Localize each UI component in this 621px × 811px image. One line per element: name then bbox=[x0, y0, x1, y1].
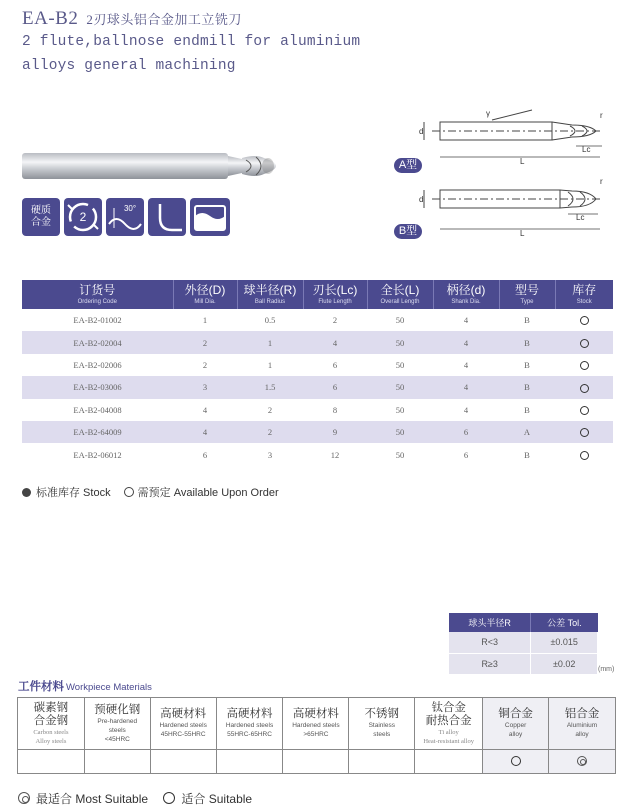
cell-stock bbox=[555, 399, 613, 421]
cell-mill-dia: 6 bbox=[202, 449, 208, 460]
cell-flute-length: 9 bbox=[303, 421, 367, 443]
product-code: EA-B2 bbox=[22, 8, 79, 29]
tol-range: R≥3 bbox=[449, 653, 531, 674]
svg-text:d: d bbox=[419, 195, 424, 204]
cell-code: EA-B2-06012 bbox=[73, 449, 122, 460]
table-row bbox=[22, 421, 613, 443]
cell-ball-radius: 2 bbox=[237, 421, 303, 443]
product-title bbox=[22, 8, 242, 30]
type-b-length-dim bbox=[392, 224, 607, 238]
svg-text:γ: γ bbox=[486, 109, 490, 118]
cell-code: EA-B2-02006 bbox=[73, 359, 122, 370]
suit-pre-hardened bbox=[84, 750, 150, 774]
cell-overall-length: 50 bbox=[367, 331, 433, 353]
cell-mill-dia: 2 bbox=[202, 359, 208, 370]
suitability-legend bbox=[18, 790, 252, 807]
cell-flute-length: 6 bbox=[303, 376, 367, 398]
suitable-label: 适合 Suitable bbox=[181, 792, 253, 806]
workpiece-title: 工件材料 Workpiece Materials bbox=[18, 681, 152, 693]
product-title-en-1: 2 flute,ballnose endmill for aluminium bbox=[22, 34, 361, 50]
table-row bbox=[22, 331, 613, 353]
order-circle-icon bbox=[580, 361, 589, 370]
cell-type: B bbox=[524, 449, 530, 460]
type-a-length-dim bbox=[392, 152, 607, 166]
endmill-photo bbox=[20, 148, 278, 184]
suit-hardened-65 bbox=[283, 750, 349, 774]
spec-table bbox=[22, 280, 613, 466]
type-b-label: B型 bbox=[394, 224, 422, 239]
cell-ball-radius: 1 bbox=[267, 359, 273, 370]
order-circle-icon bbox=[580, 384, 589, 393]
most-suitable-double-circle-icon bbox=[18, 792, 30, 804]
product-title-cn: 2刃球头铝合金加工立铣刀 bbox=[86, 12, 242, 27]
material-titanium: 钛合金 耐热合金 Ti alloy Heat-resistant alloy bbox=[415, 698, 483, 750]
cell-ball-radius: 1 bbox=[237, 331, 303, 353]
material-hardened-45-55: 高硬材料 Hardened steels 45HRC-55HRC bbox=[150, 698, 216, 750]
helix-angle-badge bbox=[106, 198, 144, 236]
order-legend-label: 需预定 Available Upon Order bbox=[137, 487, 279, 499]
suit-carbon-steel bbox=[18, 750, 85, 774]
cell-shank-dia: 4 bbox=[463, 315, 469, 326]
cell-ball-radius: 0.5 bbox=[264, 315, 276, 326]
table-row bbox=[22, 309, 613, 331]
header-type: 型号 Type bbox=[499, 280, 555, 309]
tol-header-radius: 球头半径R bbox=[449, 613, 531, 632]
cell-mill-dia: 3 bbox=[173, 376, 237, 398]
table-row bbox=[22, 443, 613, 465]
cell-type: B bbox=[524, 404, 530, 415]
cell-type: B bbox=[524, 315, 530, 326]
header-mill-dia: 外径(D) Mill Dia. bbox=[173, 280, 237, 309]
cell-stock bbox=[555, 354, 613, 376]
order-open-circle-icon bbox=[124, 487, 134, 497]
cell-mill-dia: 2 bbox=[173, 331, 237, 353]
helix-angle-icon bbox=[106, 198, 144, 236]
suitable-circle-icon bbox=[511, 756, 521, 766]
suit-copper bbox=[483, 750, 549, 774]
cell-type: A bbox=[499, 421, 555, 443]
type-a-label: A型 bbox=[394, 158, 422, 173]
suit-hardened-55-65 bbox=[216, 750, 283, 774]
cell-overall-length: 50 bbox=[395, 359, 405, 370]
material-carbon-steel: 碳素钢 合金钢 Carbon steels Alloy steels bbox=[18, 698, 85, 750]
cell-code: EA-B2-64009 bbox=[22, 421, 173, 443]
product-title-en-2: alloys general machining bbox=[22, 58, 236, 74]
material-aluminium: 铝合金 Aluminium alloy bbox=[549, 698, 616, 750]
cell-stock bbox=[555, 421, 613, 443]
most-suitable-label: 最适合 Most Suitable bbox=[36, 792, 149, 806]
svg-text:r: r bbox=[600, 111, 603, 120]
material-copper: 铜合金 Copper alloy bbox=[483, 698, 549, 750]
cell-type: B bbox=[499, 376, 555, 398]
material-stainless: 不锈钢 Stainless steels bbox=[349, 698, 415, 750]
order-circle-icon bbox=[580, 316, 589, 325]
table-row bbox=[22, 354, 613, 376]
svg-text:r: r bbox=[600, 177, 603, 186]
order-circle-icon bbox=[580, 451, 589, 460]
cell-flute-length: 12 bbox=[330, 449, 340, 460]
cell-stock bbox=[555, 331, 613, 353]
unit-label: (mm) bbox=[598, 666, 615, 673]
ballnose-badge bbox=[148, 198, 186, 236]
cell-code: EA-B2-02004 bbox=[22, 331, 173, 353]
suit-hardened-45-55 bbox=[150, 750, 216, 774]
cell-mill-dia: 4 bbox=[202, 404, 208, 415]
type-a-drawing bbox=[392, 108, 607, 158]
svg-text:Lc: Lc bbox=[582, 145, 591, 154]
cell-stock bbox=[555, 376, 613, 398]
header-ball-radius: 球半径(R) Ball Radius bbox=[237, 280, 303, 309]
type-b-drawing bbox=[392, 176, 607, 226]
svg-text:30°: 30° bbox=[123, 204, 137, 213]
tol-header-tol: 公差 Tol. bbox=[531, 613, 598, 632]
order-circle-icon bbox=[580, 428, 589, 437]
tol-value: ±0.02 bbox=[531, 653, 598, 674]
aluminium-badge bbox=[190, 198, 230, 236]
header-overall-length: 全长(L) Overall Length bbox=[367, 280, 433, 309]
tolerance-row bbox=[449, 632, 598, 653]
cell-shank-dia: 4 bbox=[463, 359, 469, 370]
cell-stock bbox=[555, 309, 613, 331]
most-suitable-double-circle-icon bbox=[577, 756, 587, 766]
svg-text:L: L bbox=[520, 229, 525, 238]
stock-filled-dot-icon bbox=[22, 488, 31, 497]
two-flute-icon bbox=[64, 198, 102, 236]
cell-overall-length: 50 bbox=[395, 404, 405, 415]
spec-table-header bbox=[22, 280, 613, 309]
stock-legend-label: 标准库存 Stock bbox=[36, 487, 111, 499]
cell-code: EA-B2-03006 bbox=[22, 376, 173, 398]
workpiece-suitability-row bbox=[18, 750, 616, 774]
cell-code: EA-B2-04008 bbox=[73, 404, 122, 415]
header-ordering-code: 订货号 Ordering Code bbox=[22, 280, 173, 309]
ballnose-profile-icon bbox=[148, 198, 186, 236]
workpiece-table bbox=[17, 697, 616, 774]
cell-overall-length: 50 bbox=[395, 449, 405, 460]
material-hardened-55-65: 高硬材料 Hardened steels 55HRC-65HRC bbox=[216, 698, 283, 750]
material-pre-hardened: 预硬化钢 Pre-hardened steels <45HRC bbox=[84, 698, 150, 750]
cell-shank-dia: 6 bbox=[463, 449, 469, 460]
cell-flute-length: 8 bbox=[332, 404, 338, 415]
stock-legend bbox=[22, 484, 279, 500]
cell-overall-length: 50 bbox=[395, 315, 405, 326]
table-row bbox=[22, 399, 613, 421]
header-shank-dia: 柄径(d) Shank Dia. bbox=[433, 280, 499, 309]
cell-overall-length: 50 bbox=[367, 376, 433, 398]
tol-range: R<3 bbox=[449, 632, 531, 653]
order-circle-icon bbox=[580, 406, 589, 415]
cell-ball-radius: 3 bbox=[267, 449, 273, 460]
suit-titanium bbox=[415, 750, 483, 774]
cell-flute-length: 4 bbox=[303, 331, 367, 353]
material-hardened-65: 高硬材料 Hardened steels >65HRC bbox=[283, 698, 349, 750]
header-flute-length: 刃长(Lc) Flute Length bbox=[303, 280, 367, 309]
cell-overall-length: 50 bbox=[367, 421, 433, 443]
tolerance-row bbox=[449, 653, 598, 674]
cell-mill-dia: 4 bbox=[173, 421, 237, 443]
tol-value: ±0.015 bbox=[531, 632, 598, 653]
cell-shank-dia: 4 bbox=[433, 331, 499, 353]
cell-flute-length: 2 bbox=[332, 315, 338, 326]
suit-aluminium bbox=[549, 750, 616, 774]
cell-code: EA-B2-01002 bbox=[73, 315, 122, 326]
svg-text:L: L bbox=[520, 157, 525, 166]
suitable-circle-icon bbox=[163, 792, 175, 804]
cell-shank-dia: 4 bbox=[433, 376, 499, 398]
carbide-badge: 硬质 合金 bbox=[22, 198, 60, 236]
tolerance-table bbox=[449, 613, 598, 675]
cell-shank-dia: 4 bbox=[463, 404, 469, 415]
table-row bbox=[22, 376, 613, 398]
header-stock: 库存 Stock bbox=[555, 280, 613, 309]
svg-text:Lc: Lc bbox=[576, 213, 585, 222]
order-circle-icon bbox=[580, 339, 589, 348]
cell-ball-radius: 1.5 bbox=[237, 376, 303, 398]
cell-shank-dia: 6 bbox=[433, 421, 499, 443]
tolerance-header bbox=[449, 613, 598, 632]
cell-stock bbox=[555, 443, 613, 465]
wave-surface-icon bbox=[190, 198, 230, 236]
cell-type: B bbox=[524, 359, 530, 370]
workpiece-header-row bbox=[18, 698, 616, 750]
cell-flute-length: 6 bbox=[332, 359, 338, 370]
suit-stainless bbox=[349, 750, 415, 774]
svg-text:d: d bbox=[419, 127, 424, 136]
flute-count-badge bbox=[64, 198, 102, 236]
cell-mill-dia: 1 bbox=[202, 315, 208, 326]
cell-ball-radius: 2 bbox=[267, 404, 273, 415]
svg-text:2: 2 bbox=[79, 210, 87, 224]
cell-type: B bbox=[499, 331, 555, 353]
